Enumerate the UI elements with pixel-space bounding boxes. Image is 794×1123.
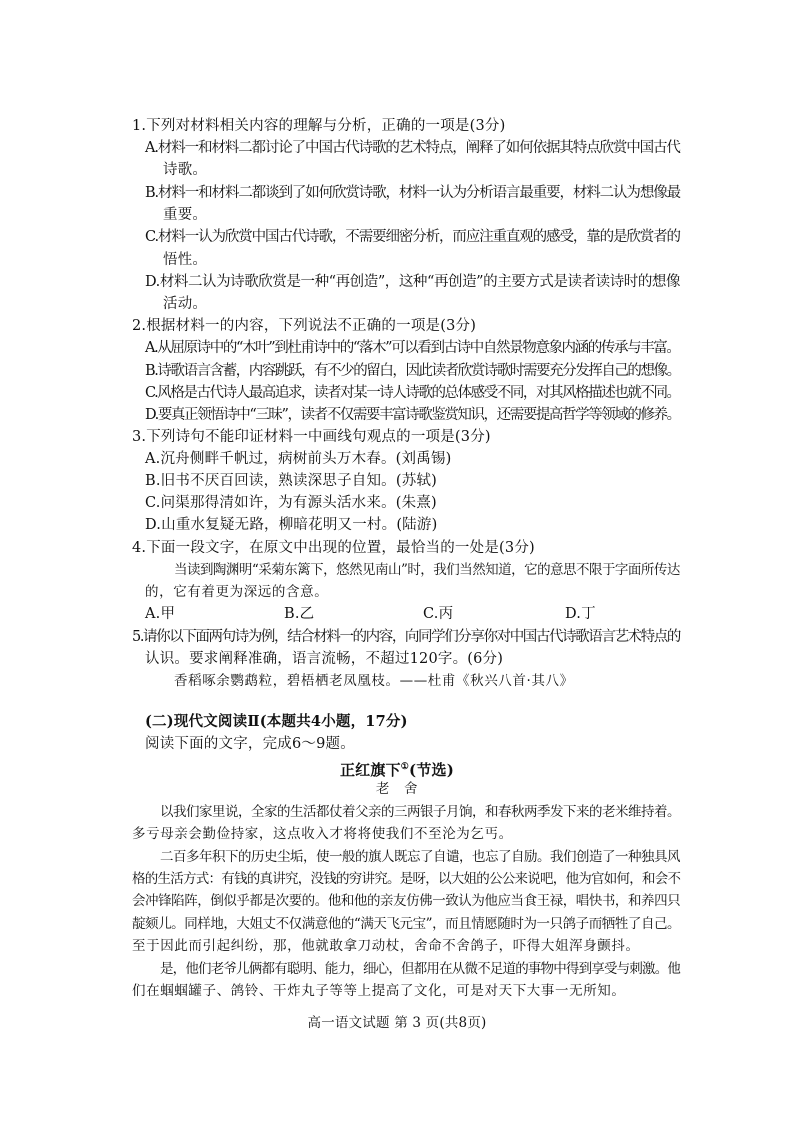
q1-option-b: B.材料一和材料二都谈到了如何欣赏诗歌，材料一认为分析语言最重要，材料二认为想像最 [145, 185, 680, 201]
q3-option-b: B.旧书不厌百回读，熟读深思子自知。(苏轼) [145, 473, 437, 489]
q3-option-a: A.沉舟侧畔千帆过，病树前头万木春。(刘禹锡) [145, 451, 452, 467]
q4-option-b: B.乙 [284, 606, 315, 622]
q4-passage-line1: 当读到陶渊明“采菊东篱下，悠然见南山”时，我们当然知道，它的意思不限于字面所传达 [174, 562, 680, 578]
passage-author: 老 舍 [375, 781, 419, 797]
q1-option-d: D.材料二认为诗歌欣赏是一种“再创造”，这种“再创造”的主要方式是读者读诗时的想像 [145, 274, 681, 290]
q2-stem: 2.根据材料一的内容，下列说法不正确的一项是(3分) [132, 318, 477, 334]
passage-line: 靛颏儿。同样地，大姐丈不仅满意他的“满天飞元宝”，而且情愿随时为一只鸽子而牺牲了自己。 [132, 916, 681, 932]
q1-option-a-cont: 诗歌。 [163, 162, 208, 178]
passage-line: 们在蝈蝈罐子、鸽铃、干炸丸子等等上提高了文化，可是对天下大事一无所知。 [132, 983, 626, 999]
passage-line: 会冲锋陷阵，倒似乎都是次要的。他和他的亲友仿佛一致认为他应当食王禄，唱快书，和养四只 [132, 893, 681, 909]
q4-passage-line2: 的，它有着更为深远的含意。 [145, 584, 329, 600]
q1-stem: 1.下列对材料相关内容的理解与分析，正确的一项是(3分) [132, 118, 506, 134]
q1-option-d-cont: 活动。 [163, 296, 208, 312]
passage-line: 多亏母亲会勤俭持家，这点收入才将将使我们不至沦为乞丐。 [132, 826, 513, 842]
q4-option-d: D.丁 [565, 606, 596, 622]
q1-option-c: C.材料一认为欣赏中国古代诗歌，不需要细密分析，而应注重直观的感受，靠的是欣赏者的 [145, 229, 680, 245]
passage-line: 以我们家里说，全家的生活都仗着父亲的三两银子月饷，和春秋两季发下来的老米维持着。 [160, 804, 680, 820]
passage-line: 是，他们老爷儿俩都有聪明、能力，细心，但都用在从微不足道的事物中得到享受与刺激。他 [160, 961, 681, 977]
q5-poem: 香稻啄余鹦鹉粒，碧梧栖老凤凰枝。——杜甫《秋兴八首·其八》 [174, 673, 574, 689]
passage-line: 至于因此而引起纠纷，那，他就敢拿刀动杖，舍命不舍鸽子，吓得大姐浑身颤抖。 [132, 938, 640, 954]
q1-option-c-cont: 悟性。 [163, 252, 208, 268]
passage-title-footnote-mark: ① [400, 762, 410, 772]
q5-stem-line2: 认识。要求阐释准确，语言流畅，不超过120字。(6分) [145, 651, 504, 667]
section-instruction: 阅读下面的文字，完成6～9题。 [145, 736, 355, 752]
section-heading: (二)现代文阅读Ⅱ(本题共4小题，17分) [145, 713, 408, 730]
passage-title-text: 正红旗下 [339, 761, 401, 779]
q3-stem: 3.下列诗句不能印证材料一中画线句观点的一项是(3分) [132, 429, 491, 445]
q4-option-c: C.丙 [423, 606, 454, 622]
q4-stem: 4.下面一段文字，在原文中出现的位置，最恰当的一处是(3分) [132, 540, 535, 556]
q2-option-c: C.风格是古代诗人最高追求，读者对某一诗人诗歌的总体感受不同，对其风格描述也就不同。 [145, 385, 680, 401]
passage-line: 格的生活方式：有钱的真讲究，没钱的穷讲究。是呀，以大姐的公公来说吧，他为官如何，和会不 [132, 871, 681, 887]
passage-title-suffix: (节选) [409, 761, 455, 779]
q3-option-c: C.问渠那得清如许，为有源头活水来。(朱熹) [145, 495, 437, 511]
q2-option-b: B.诗歌语言含蓄，内容跳跃，有不少的留白，因此读者欣赏诗歌时需要充分发挥自己的想像。 [145, 363, 680, 379]
page-footer: 高一语文试题 第 3 页(共8页) [307, 1015, 487, 1031]
passage-line: 二百多年积下的历史尘垢，使一般的旗人既忘了自谴，也忘了自励。我们创造了一种独具风 [160, 849, 680, 865]
q2-option-a: A.从屈原诗中的“木叶”到杜甫诗中的“落木”可以看到古诗中自然景物意象内涵的传承与丰富。 [145, 340, 680, 356]
q2-option-d: D.要真正领悟诗中“三昧”，读者不仅需要丰富诗歌鉴赏知识，还需要提高哲学等领域的修养。 [145, 407, 680, 423]
q4-option-a: A.甲 [145, 606, 176, 622]
q5-stem-line1: 5.请你以下面两句诗为例，结合材料一的内容，向同学们分享你对中国古代诗歌语言艺术特点的 [132, 629, 680, 645]
q3-option-d: D.山重水复疑无路，柳暗花明又一村。(陆游) [145, 517, 438, 533]
q1-option-a: A.材料一和材料二都讨论了中国古代诗歌的艺术特点，阐释了如何依据其特点欣赏中国古代 [145, 140, 680, 156]
q1-option-b-cont: 重要。 [163, 207, 208, 223]
passage-title [0, 757, 794, 780]
